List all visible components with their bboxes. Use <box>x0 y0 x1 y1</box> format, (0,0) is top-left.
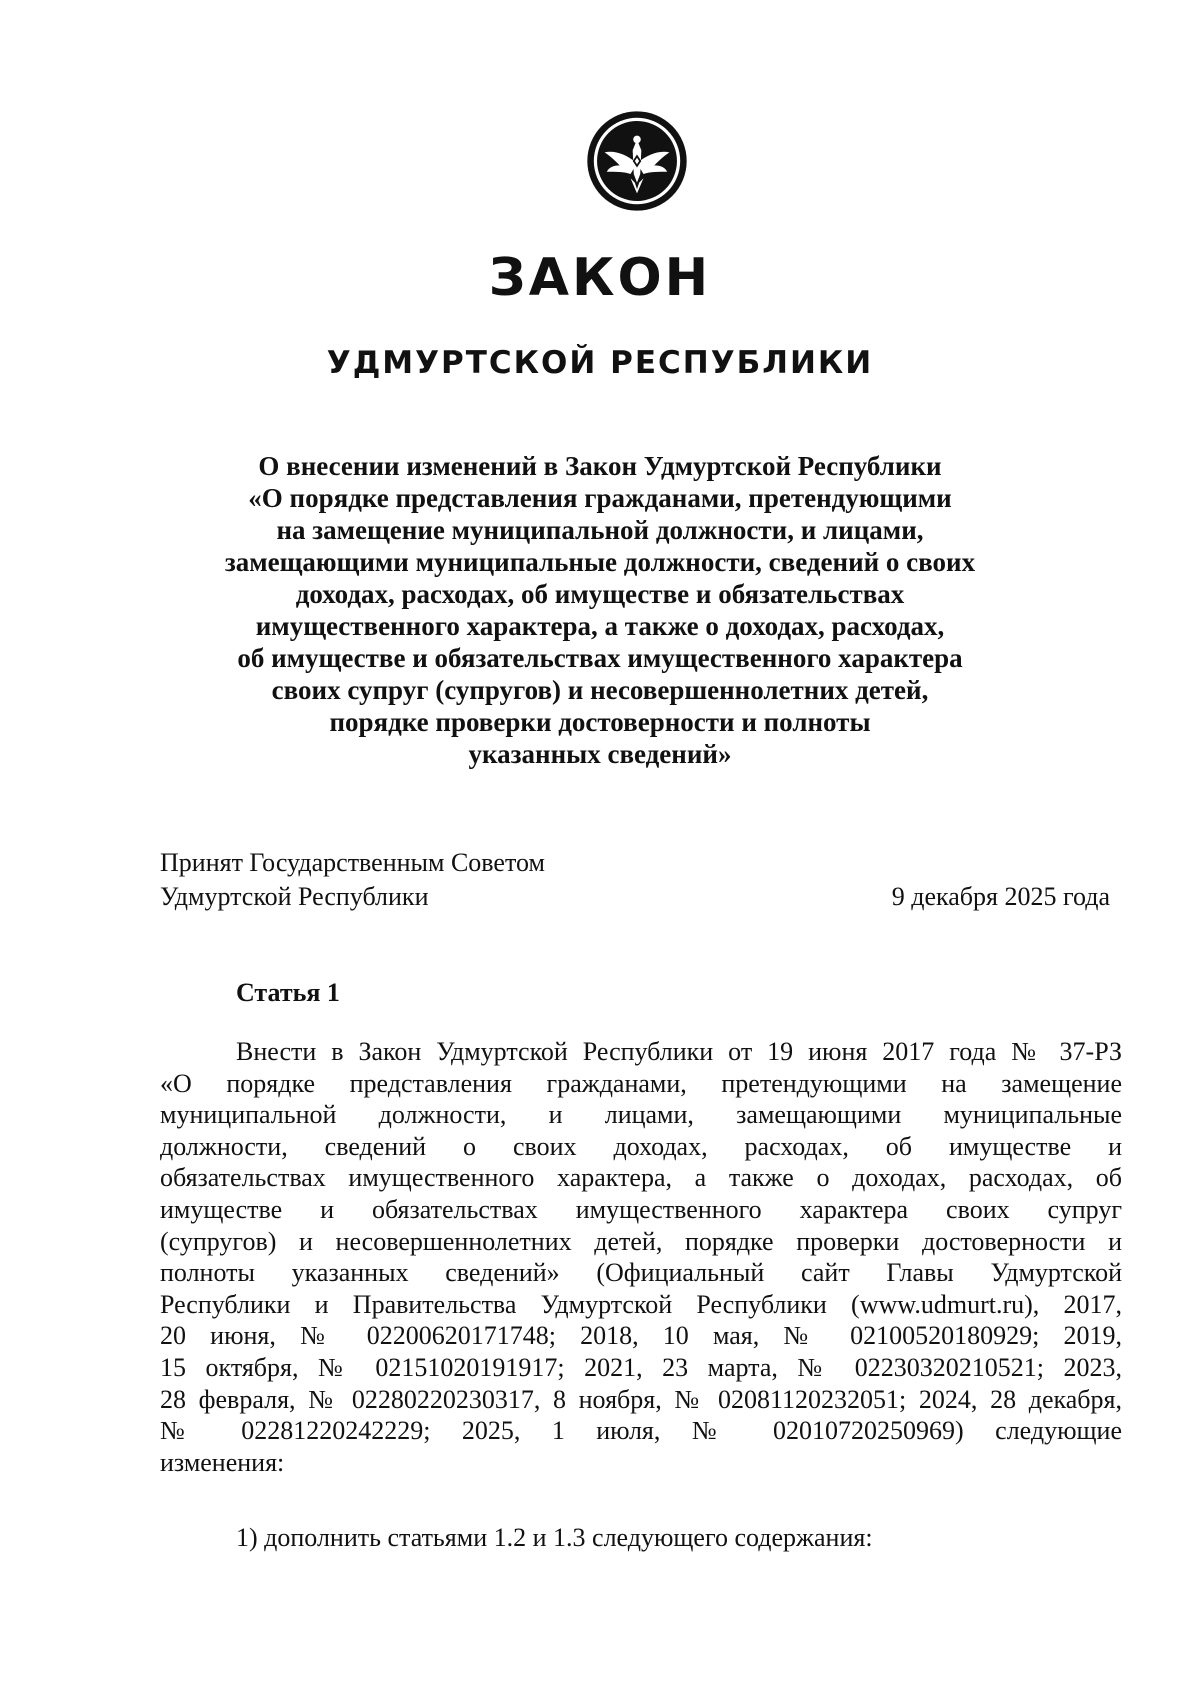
article-item: 1) дополнить статьями 1.2 и 1.3 следующего содержания: <box>236 1523 873 1552</box>
body-line: изменения: <box>160 1447 285 1477</box>
body-line: Внести в Закон Удмуртской Республики от 19 июня 2017 года № 37-РЗ <box>236 1037 1122 1066</box>
body-line: должности, сведений о своих доходах, расходах, об имуществе и <box>160 1131 1122 1161</box>
law-name-line: указанных сведений» <box>468 739 732 769</box>
law-name-line: имущественного характера, а также о доходах, расходах, <box>255 611 945 641</box>
law-name-line: доходах, расходах, об имуществе и обязательствах <box>295 579 905 609</box>
document-title: ЗАКОН <box>488 248 712 308</box>
law-name-line: своих супруг (супругов) и несовершеннолетних детей, <box>271 675 929 705</box>
law-name-line: О внесении изменений в Закон Удмуртской Республики <box>258 451 942 481</box>
document-subtitle: УДМУРТСКОЙ РЕСПУБЛИКИ <box>326 345 874 381</box>
adoption-line: Удмуртской Республики <box>160 882 429 911</box>
body-line: имуществе и обязательствах имущественного характера своих супруг <box>160 1194 1122 1224</box>
adoption-info <box>160 846 545 914</box>
law-name <box>200 450 1000 770</box>
body-line: (супругов) и несовершеннолетних детей, порядке проверки достоверности и <box>160 1226 1122 1256</box>
body-line: полноты указанных сведений» (Официальный сайт Главы Удмуртской <box>160 1258 1122 1288</box>
body-line: обязательствах имущественного характера, а также о доходах, расходах, об <box>160 1163 1122 1193</box>
law-name-line: порядке проверки достоверности и полноты <box>329 707 871 737</box>
body-line: Республики и Правительства Удмуртской Республики (www.udmurt.ru), 2017, <box>160 1289 1122 1319</box>
body-line: «О порядке представления гражданами, претендующими на замещение <box>160 1068 1122 1098</box>
adoption-line: Принят Государственным Советом <box>160 848 545 877</box>
body-line: № 02281220242229; 2025, 1 июля, № 02010720250969) следующие <box>160 1416 1122 1446</box>
body-line: 15 октября, № 02151020191917; 2021, 23 марта, № 02230320210521; 2023, <box>160 1352 1122 1382</box>
article-body <box>160 1036 1122 1478</box>
body-line: 20 июня, № 02200620171748; 2018, 10 мая, № 02100520180929; 2019, <box>160 1321 1122 1351</box>
law-name-line: замещающими муниципальные должности, сведений о своих <box>224 547 976 577</box>
law-name-line: об имуществе и обязательствах имущественного характера <box>237 643 963 673</box>
udmurt-coat-of-arms-icon <box>583 107 691 215</box>
law-name-line: «О порядке представления гражданами, претендующими <box>248 483 952 513</box>
body-line: 28 февраля, № 02280220230317, 8 ноября, № 02081120232051; 2024, 28 декабря, <box>160 1384 1122 1414</box>
adoption-date: 9 декабря 2025 года <box>891 882 1110 911</box>
law-name-line: на замещение муниципальной должности, и лицами, <box>276 515 924 545</box>
article-heading: Статья 1 <box>236 978 340 1007</box>
body-line: муниципальной должности, и лицами, замещающими муниципальные <box>160 1100 1122 1130</box>
